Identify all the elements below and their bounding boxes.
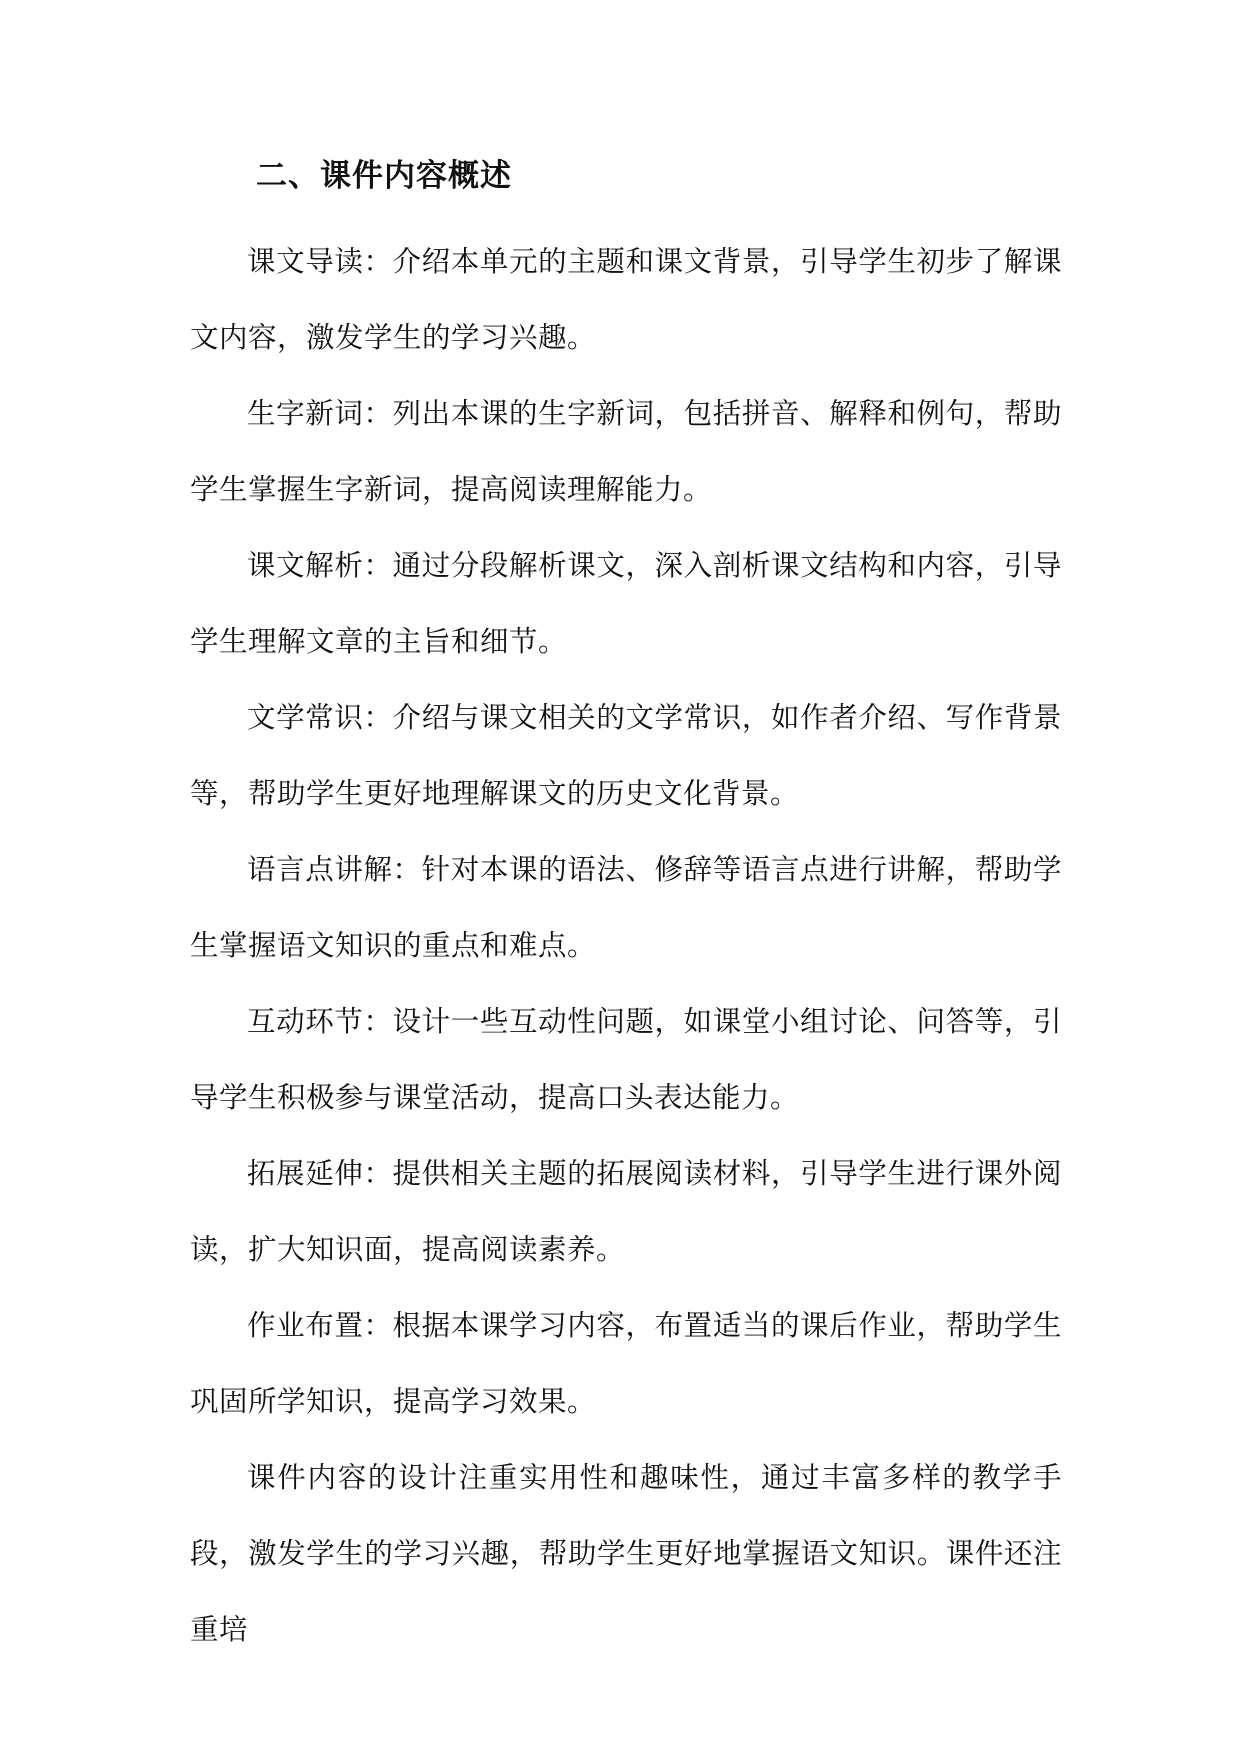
paragraph-course-reading: 课文导读：介绍本单元的主题和课文背景，引导学生初步了解课文内容，激发学生的学习兴趣。 <box>190 245 1062 354</box>
paragraph-design-summary: 课件内容的设计注重实用性和趣味性，通过丰富多样的教学手段，激发学生的学习兴趣，帮助学生更好地掌握语文知识。课件还注重培 <box>190 1461 1062 1646</box>
section-body <box>190 224 1062 1668</box>
paragraph-new-words: 生字新词：列出本课的生字新词，包括拼音、解释和例句，帮助学生掌握生字新词，提高阅读理解能力。 <box>190 397 1062 506</box>
paragraph-homework: 作业布置：根据本课学习内容，布置适当的课后作业，帮助学生巩固所学知识，提高学习效果。 <box>190 1309 1062 1418</box>
section-heading: 二、课件内容概述 <box>256 158 512 194</box>
paragraph-extension: 拓展延伸：提供相关主题的拓展阅读材料，引导学生进行课外阅读，扩大知识面，提高阅读素养。 <box>190 1157 1062 1266</box>
document-content <box>190 150 1062 1668</box>
paragraph-literary-knowledge: 文学常识：介绍与课文相关的文学常识，如作者介绍、写作背景等，帮助学生更好地理解课文的历史文化背景。 <box>190 701 1062 810</box>
paragraph-interaction: 互动环节：设计一些互动性问题，如课堂小组讨论、问答等，引导学生积极参与课堂活动，提高口头表达能力。 <box>190 1005 1062 1114</box>
paragraph-text-analysis: 课文解析：通过分段解析课文，深入剖析课文结构和内容，引导学生理解文章的主旨和细节。 <box>190 549 1062 658</box>
paragraph-language-points: 语言点讲解：针对本课的语法、修辞等语言点进行讲解，帮助学生掌握语文知识的重点和难点。 <box>190 853 1062 962</box>
